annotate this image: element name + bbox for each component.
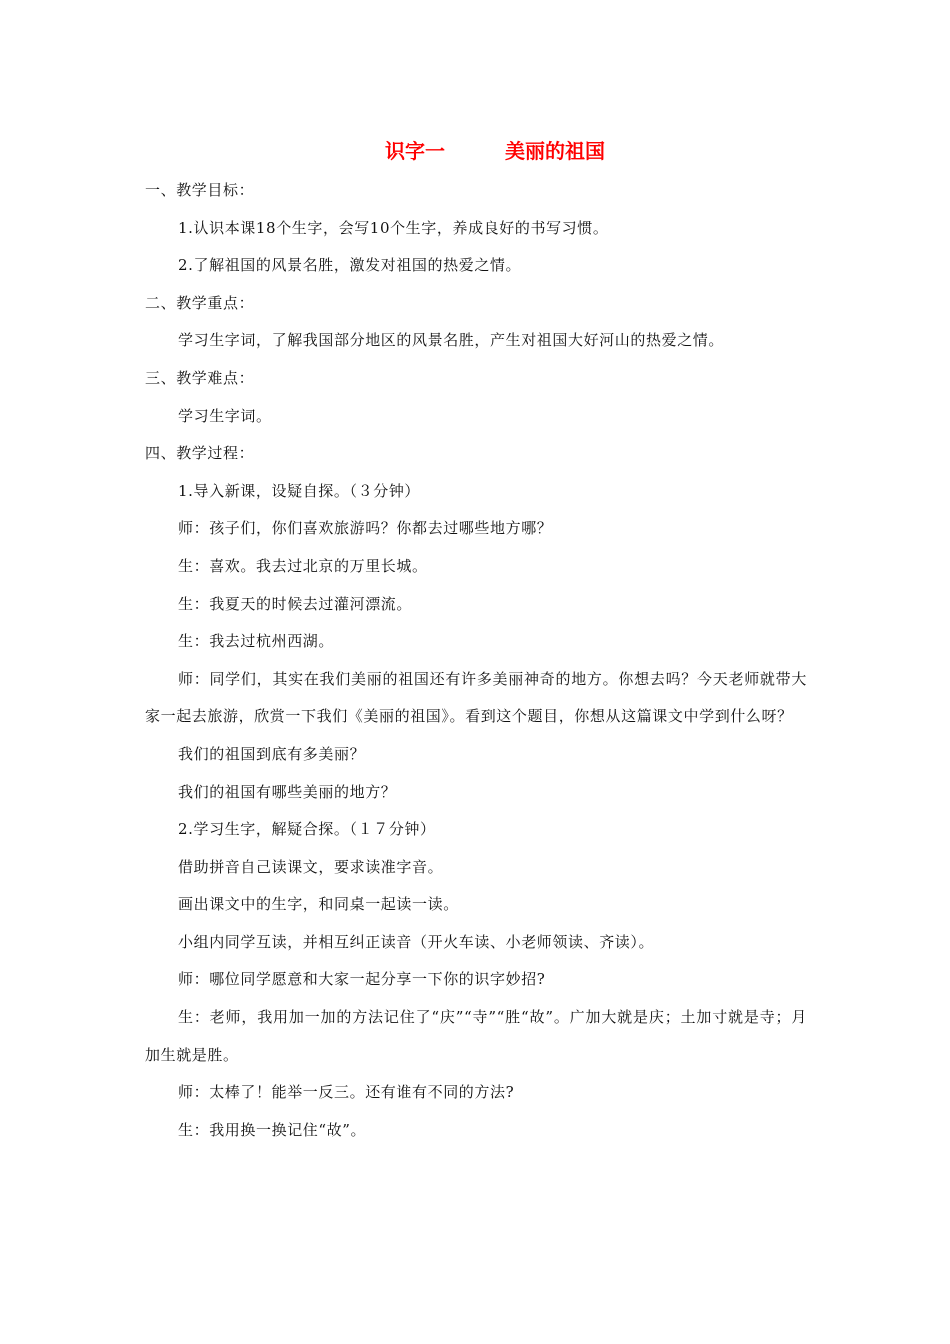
dialogue-line: 生：我用换一换记住“故”。 xyxy=(178,1120,367,1139)
dialogue-line: 师：哪位同学愿意和大家一起分享一下你的识字妙招? xyxy=(178,970,546,989)
dialogue-line: 生：我去过杭州西湖。 xyxy=(178,632,335,651)
section-heading-process: 四、教学过程： xyxy=(145,444,255,463)
process-step-2: 2.学习生字，解疑合探。（１７分钟） xyxy=(178,820,436,839)
difficulties-text: 学习生字词。 xyxy=(178,406,272,425)
question-line: 我们的祖国有哪些美丽的地方？ xyxy=(178,782,397,801)
document-body xyxy=(145,172,807,1149)
dialogue-line: 生：喜欢。我去过北京的万里长城。 xyxy=(178,556,428,575)
section-heading-objectives: 一、教学目标： xyxy=(145,181,255,199)
section-heading-difficulties: 三、教学难点： xyxy=(145,368,255,387)
section-heading-key-points: 二、教学重点： xyxy=(145,293,255,312)
page-title: 识字一 美丽的祖国 xyxy=(385,139,605,163)
dialogue-paragraph: 生：老师，我用加一加的方法记住了“庆”“寺”“胜“故”。广加大就是庆；土加寸就是寺；月加生就是胜。 xyxy=(145,1008,807,1064)
dialogue-line: 师：太棒了！能举一反三。还有谁有不同的方法? xyxy=(178,1083,515,1102)
dialogue-paragraph: 师：同学们，其实在我们美丽的祖国还有许多美丽神奇的地方。你想去吗？今天老师就带大家一起去旅游，欣赏一下我们《美丽的祖国》。看到这个题目，你想从这篇课文中学到什么呀？ xyxy=(145,669,807,726)
question-line: 我们的祖国到底有多美丽？ xyxy=(178,744,366,763)
dialogue-line: 师：孩子们，你们喜欢旅游吗？你都去过哪些地方哪？ xyxy=(178,519,553,538)
dialogue-line: 生：我夏天的时候去过灌河漂流。 xyxy=(178,594,413,613)
objective-item-1: 1.认识本课18个生字，会写10个生字，养成良好的书写习惯。 xyxy=(178,218,609,237)
process-step-1: 1.导入新课，设疑自探。（３分钟） xyxy=(178,481,421,500)
key-points-text: 学习生字词，了解我国部分地区的风景名胜，产生对祖国大好河山的热爱之情。 xyxy=(178,331,725,350)
objective-item-2: 2.了解祖国的风景名胜，激发对祖国的热爱之情。 xyxy=(178,256,522,275)
instruction-line: 画出课文中的生字，和同桌一起读一读。 xyxy=(178,895,459,914)
instruction-line: 小组内同学互读，并相互纠正读音（开火车读、小老师领读、齐读）。 xyxy=(178,932,655,951)
instruction-line: 借助拼音自己读课文，要求读准字音。 xyxy=(178,857,444,876)
